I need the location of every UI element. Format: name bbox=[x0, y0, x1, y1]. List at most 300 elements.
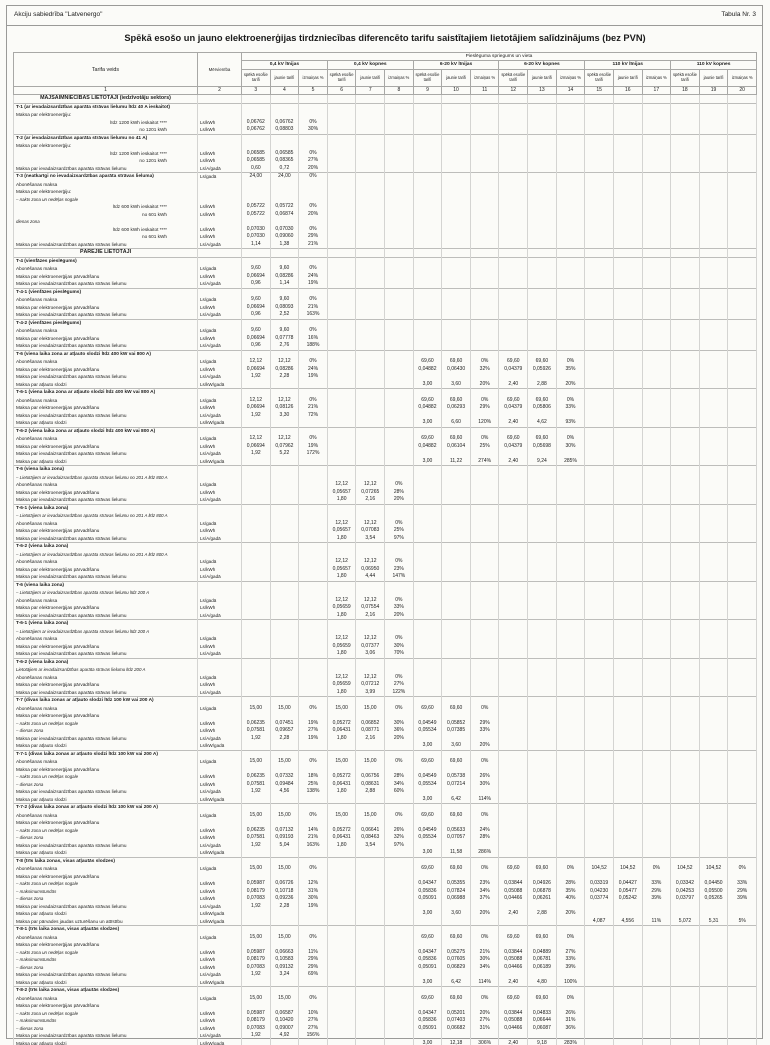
cell bbox=[528, 918, 557, 926]
cell bbox=[356, 910, 385, 918]
cell bbox=[613, 1025, 642, 1033]
cell bbox=[642, 466, 671, 474]
row-label: Maksa par atļauto slodzi bbox=[14, 742, 198, 750]
table-row bbox=[14, 979, 757, 987]
cell bbox=[242, 712, 271, 720]
row-unit: Ls/kWh bbox=[198, 489, 242, 497]
cell bbox=[556, 296, 585, 304]
cell: 60% bbox=[385, 788, 414, 796]
cell bbox=[442, 474, 471, 482]
cell: 0,05275 bbox=[442, 949, 471, 957]
cell bbox=[642, 773, 671, 781]
cell bbox=[613, 481, 642, 489]
cell bbox=[613, 249, 642, 258]
cell: 0,07132 bbox=[270, 827, 299, 835]
cell bbox=[613, 804, 642, 812]
cell bbox=[356, 181, 385, 189]
cell: 1,92 bbox=[242, 735, 271, 743]
cell bbox=[671, 566, 700, 574]
cell bbox=[499, 412, 528, 420]
cell: 12,12 bbox=[242, 435, 271, 443]
cell: 69,60 bbox=[528, 435, 557, 443]
subcol-header: spēkā esošie tarifi bbox=[242, 70, 271, 87]
cell bbox=[613, 643, 642, 651]
cell bbox=[728, 203, 757, 211]
row-unit: Ls/kWh bbox=[198, 880, 242, 888]
cell bbox=[327, 949, 356, 957]
cell bbox=[470, 111, 499, 119]
cell bbox=[385, 620, 414, 628]
cell: 20% bbox=[470, 742, 499, 750]
row-label: Maksa par elektroenerģijas pārvadīšanu bbox=[14, 643, 198, 651]
cell bbox=[728, 643, 757, 651]
cell: 0,07083 bbox=[242, 964, 271, 972]
cell: 30% bbox=[385, 643, 414, 651]
cell bbox=[470, 551, 499, 559]
cell bbox=[671, 971, 700, 979]
cell: 0,06663 bbox=[270, 949, 299, 957]
table-row bbox=[14, 1025, 757, 1033]
cell: 69% bbox=[299, 971, 328, 979]
cell bbox=[385, 934, 414, 942]
cell bbox=[728, 173, 757, 181]
table-row bbox=[14, 788, 757, 796]
row-label: – nakts zona un nedēļas nogale bbox=[14, 880, 198, 888]
cell bbox=[728, 458, 757, 466]
row-label: T-3 (neatkarīgi no ievadaizsardzības aparāta strāvas lieluma) bbox=[14, 173, 198, 181]
cell bbox=[728, 689, 757, 697]
cell bbox=[556, 196, 585, 204]
cell bbox=[385, 658, 414, 666]
cell bbox=[528, 412, 557, 420]
row-unit bbox=[198, 466, 242, 474]
cell bbox=[528, 311, 557, 319]
col-number: 11 bbox=[470, 87, 499, 95]
cell: 0,03844 bbox=[499, 880, 528, 888]
row-unit bbox=[198, 857, 242, 865]
subcol-header: spēkā esošie tarifi bbox=[413, 70, 442, 87]
cell bbox=[556, 527, 585, 535]
cell bbox=[671, 188, 700, 196]
cell bbox=[270, 551, 299, 559]
cell: 2,28 bbox=[270, 903, 299, 911]
cell bbox=[528, 666, 557, 674]
cell: 69,60 bbox=[528, 934, 557, 942]
cell bbox=[528, 705, 557, 713]
cell bbox=[613, 773, 642, 781]
cell bbox=[699, 766, 728, 774]
cell bbox=[413, 674, 442, 682]
cell bbox=[671, 350, 700, 358]
cell bbox=[356, 1040, 385, 1045]
table-row bbox=[14, 720, 757, 728]
cell bbox=[585, 628, 614, 636]
cell bbox=[413, 903, 442, 911]
cell bbox=[671, 335, 700, 343]
row-unit bbox=[198, 666, 242, 674]
cell bbox=[699, 804, 728, 812]
cell: 0,06762 bbox=[242, 119, 271, 127]
cell bbox=[699, 319, 728, 327]
cell bbox=[671, 504, 700, 512]
cell bbox=[442, 119, 471, 127]
cell: 5% bbox=[728, 918, 757, 926]
cell bbox=[413, 233, 442, 241]
cell: 3,24 bbox=[270, 971, 299, 979]
cell bbox=[699, 658, 728, 666]
cell bbox=[556, 551, 585, 559]
cell: 0,03844 bbox=[499, 949, 528, 957]
cell: 40% bbox=[556, 895, 585, 903]
cell: 0,09007 bbox=[270, 1025, 299, 1033]
cell bbox=[442, 335, 471, 343]
cell bbox=[671, 249, 700, 258]
cell bbox=[470, 566, 499, 574]
cell bbox=[728, 296, 757, 304]
cell bbox=[728, 712, 757, 720]
cell bbox=[327, 165, 356, 173]
cell bbox=[413, 389, 442, 397]
cell bbox=[528, 788, 557, 796]
cell bbox=[728, 650, 757, 658]
cell: 0,06852 bbox=[356, 720, 385, 728]
cell bbox=[270, 504, 299, 512]
cell bbox=[671, 812, 700, 820]
cell bbox=[613, 910, 642, 918]
cell bbox=[499, 342, 528, 350]
cell: 97% bbox=[385, 842, 414, 850]
cell bbox=[556, 134, 585, 142]
cell bbox=[242, 926, 271, 934]
cell: 0,07083 bbox=[242, 1025, 271, 1033]
row-unit: Ls/kWh bbox=[198, 150, 242, 158]
cell: 1,80 bbox=[327, 689, 356, 697]
cell bbox=[613, 311, 642, 319]
cell bbox=[470, 481, 499, 489]
cell bbox=[585, 681, 614, 689]
cell bbox=[556, 612, 585, 620]
cell bbox=[528, 941, 557, 949]
cell bbox=[556, 834, 585, 842]
cell bbox=[671, 934, 700, 942]
cell bbox=[585, 1002, 614, 1010]
cell: 12,12 bbox=[242, 358, 271, 366]
cell bbox=[556, 474, 585, 482]
cell bbox=[499, 812, 528, 820]
cell bbox=[385, 181, 414, 189]
table-row bbox=[14, 842, 757, 850]
row-unit: Ls/kWh bbox=[198, 273, 242, 281]
table-row bbox=[14, 142, 757, 150]
cell bbox=[327, 311, 356, 319]
cell bbox=[585, 788, 614, 796]
cell bbox=[413, 188, 442, 196]
cell bbox=[671, 1002, 700, 1010]
cell bbox=[556, 481, 585, 489]
cell bbox=[499, 681, 528, 689]
cell bbox=[356, 241, 385, 249]
cell bbox=[585, 827, 614, 835]
table-row bbox=[14, 226, 757, 234]
cell bbox=[728, 949, 757, 957]
cell bbox=[299, 766, 328, 774]
cell bbox=[699, 620, 728, 628]
cell bbox=[356, 358, 385, 366]
cell bbox=[613, 635, 642, 643]
cell bbox=[499, 666, 528, 674]
cell bbox=[699, 566, 728, 574]
cell bbox=[442, 1032, 471, 1040]
cell bbox=[671, 597, 700, 605]
cell: 2,40 bbox=[499, 979, 528, 987]
cell bbox=[556, 941, 585, 949]
cell bbox=[728, 496, 757, 504]
cell bbox=[556, 697, 585, 705]
cell bbox=[728, 520, 757, 528]
cell bbox=[270, 873, 299, 881]
cell bbox=[728, 218, 757, 226]
cell bbox=[299, 796, 328, 804]
cell bbox=[585, 1010, 614, 1018]
cell bbox=[356, 342, 385, 350]
cell bbox=[556, 126, 585, 134]
cell bbox=[356, 1017, 385, 1025]
cell bbox=[556, 566, 585, 574]
cell bbox=[413, 750, 442, 758]
cell: 163% bbox=[299, 311, 328, 319]
cell bbox=[556, 628, 585, 636]
cell bbox=[642, 1032, 671, 1040]
row-unit: Ls/A/gadā bbox=[198, 496, 242, 504]
cell bbox=[699, 910, 728, 918]
cell: 69,60 bbox=[528, 865, 557, 873]
cell bbox=[499, 489, 528, 497]
cell bbox=[442, 196, 471, 204]
cell bbox=[499, 987, 528, 995]
cell bbox=[613, 573, 642, 581]
cell bbox=[242, 873, 271, 881]
cell bbox=[413, 628, 442, 636]
row-label: PĀRĒJIE LIETOTĀJI bbox=[14, 249, 198, 258]
table-row bbox=[14, 558, 757, 566]
cell bbox=[356, 150, 385, 158]
table-row bbox=[14, 643, 757, 651]
cell bbox=[699, 796, 728, 804]
cell: 3,00 bbox=[413, 910, 442, 918]
cell bbox=[699, 543, 728, 551]
cell bbox=[642, 203, 671, 211]
row-label: Maksa par ievadaizsardzības aparāta strāvas lielumu bbox=[14, 971, 198, 979]
cell bbox=[585, 1025, 614, 1033]
cell bbox=[327, 366, 356, 374]
cell bbox=[671, 458, 700, 466]
cell: 104,52 bbox=[585, 865, 614, 873]
cell: 21% bbox=[470, 949, 499, 957]
cell bbox=[242, 910, 271, 918]
cell: 0,05987 bbox=[242, 880, 271, 888]
row-label: Maksa par atļauto slodzi bbox=[14, 1040, 198, 1045]
cell bbox=[642, 834, 671, 842]
cell bbox=[585, 381, 614, 389]
table-row bbox=[14, 773, 757, 781]
col-number: 1 bbox=[14, 87, 198, 95]
cell bbox=[413, 712, 442, 720]
cell bbox=[728, 1017, 757, 1025]
cell: 15,00 bbox=[270, 934, 299, 942]
cell bbox=[642, 681, 671, 689]
cell bbox=[470, 150, 499, 158]
cell bbox=[699, 987, 728, 995]
row-unit: Ls/gadā bbox=[198, 265, 242, 273]
row-label: MĀJSAIMNIECĪBAS LIETOTĀJI (iedzīvotāju sektors) bbox=[14, 95, 198, 104]
cell bbox=[470, 342, 499, 350]
cell bbox=[613, 366, 642, 374]
cell bbox=[699, 842, 728, 850]
cell bbox=[327, 857, 356, 865]
table-row bbox=[14, 781, 757, 789]
cell bbox=[642, 419, 671, 427]
cell bbox=[327, 1025, 356, 1033]
cell bbox=[728, 735, 757, 743]
cell bbox=[528, 474, 557, 482]
table-row bbox=[14, 435, 757, 443]
cell bbox=[728, 196, 757, 204]
cell bbox=[556, 581, 585, 589]
cell bbox=[470, 103, 499, 111]
cell bbox=[356, 126, 385, 134]
row-unit: Ls/kWh bbox=[198, 949, 242, 957]
cell bbox=[299, 288, 328, 296]
cell bbox=[585, 689, 614, 697]
cell bbox=[699, 95, 728, 104]
row-unit: Ls/kWh bbox=[198, 443, 242, 451]
cell bbox=[528, 450, 557, 458]
cell: 0,06431 bbox=[327, 727, 356, 735]
cell: 1,80 bbox=[327, 496, 356, 504]
cell bbox=[442, 926, 471, 934]
cell bbox=[299, 134, 328, 142]
cell bbox=[242, 142, 271, 150]
cell bbox=[442, 342, 471, 350]
subcol-header: spēkā esošie tarifi bbox=[499, 70, 528, 87]
row-label: – dienas zona bbox=[14, 964, 198, 972]
row-unit: Ls/gadā bbox=[198, 296, 242, 304]
cell: 104,52 bbox=[671, 865, 700, 873]
cell bbox=[356, 443, 385, 451]
cell bbox=[327, 1040, 356, 1045]
row-label: no 601 kWh bbox=[14, 211, 198, 219]
cell bbox=[413, 857, 442, 865]
cell: 21% bbox=[299, 241, 328, 249]
cell: 9,24 bbox=[528, 458, 557, 466]
cell bbox=[270, 489, 299, 497]
cell bbox=[413, 265, 442, 273]
cell bbox=[470, 327, 499, 335]
cell bbox=[613, 466, 642, 474]
cell bbox=[585, 1032, 614, 1040]
cell bbox=[242, 1040, 271, 1045]
cell: 0,08631 bbox=[356, 781, 385, 789]
row-unit bbox=[198, 819, 242, 827]
cell bbox=[442, 165, 471, 173]
cell bbox=[327, 173, 356, 181]
cell: 69,60 bbox=[442, 758, 471, 766]
cell: 1,92 bbox=[242, 788, 271, 796]
cell bbox=[613, 427, 642, 435]
cell: 283% bbox=[556, 1040, 585, 1045]
cell bbox=[728, 233, 757, 241]
cell bbox=[385, 712, 414, 720]
cell bbox=[728, 742, 757, 750]
cell: 72% bbox=[299, 412, 328, 420]
cell bbox=[556, 119, 585, 127]
cell bbox=[642, 142, 671, 150]
cell bbox=[728, 273, 757, 281]
cell bbox=[413, 689, 442, 697]
cell bbox=[556, 512, 585, 520]
cell bbox=[385, 926, 414, 934]
cell: 25% bbox=[385, 527, 414, 535]
cell bbox=[442, 111, 471, 119]
cell: 0,06781 bbox=[528, 956, 557, 964]
cell bbox=[671, 142, 700, 150]
cell: 15,00 bbox=[270, 758, 299, 766]
row-unit: Ls/kWh bbox=[198, 895, 242, 903]
cell: 69,60 bbox=[413, 435, 442, 443]
cell bbox=[528, 489, 557, 497]
cell bbox=[356, 918, 385, 926]
cell bbox=[299, 873, 328, 881]
cell bbox=[642, 496, 671, 504]
cell: 188% bbox=[299, 342, 328, 350]
cell bbox=[270, 987, 299, 995]
cell bbox=[613, 273, 642, 281]
cell bbox=[299, 910, 328, 918]
document-header bbox=[14, 11, 756, 19]
cell bbox=[385, 918, 414, 926]
row-label: Maksa par ievadaizsardzības aparāta strāvas lielumu bbox=[14, 1032, 198, 1040]
cell bbox=[442, 126, 471, 134]
cell bbox=[613, 358, 642, 366]
cell: 1,14 bbox=[242, 241, 271, 249]
cell bbox=[499, 849, 528, 857]
cell bbox=[699, 173, 728, 181]
cell bbox=[613, 842, 642, 850]
cell: 0,07605 bbox=[442, 956, 471, 964]
cell bbox=[585, 926, 614, 934]
row-label: Maksa par elektroenerģijas pārvadīšanu bbox=[14, 819, 198, 827]
cell bbox=[528, 196, 557, 204]
cell: 69,60 bbox=[413, 812, 442, 820]
cell bbox=[470, 788, 499, 796]
cell: 0,07083 bbox=[242, 895, 271, 903]
cell bbox=[470, 674, 499, 682]
cell: 30% bbox=[470, 956, 499, 964]
table-row bbox=[14, 288, 757, 296]
cell bbox=[385, 1010, 414, 1018]
cell bbox=[413, 566, 442, 574]
cell bbox=[442, 520, 471, 528]
cell bbox=[499, 504, 528, 512]
cell bbox=[356, 712, 385, 720]
row-unit bbox=[198, 658, 242, 666]
cell bbox=[671, 551, 700, 559]
cell: 0,07214 bbox=[442, 781, 471, 789]
table-row bbox=[14, 995, 757, 1003]
col-number: 2 bbox=[198, 87, 242, 95]
cell bbox=[299, 350, 328, 358]
cell bbox=[613, 520, 642, 528]
